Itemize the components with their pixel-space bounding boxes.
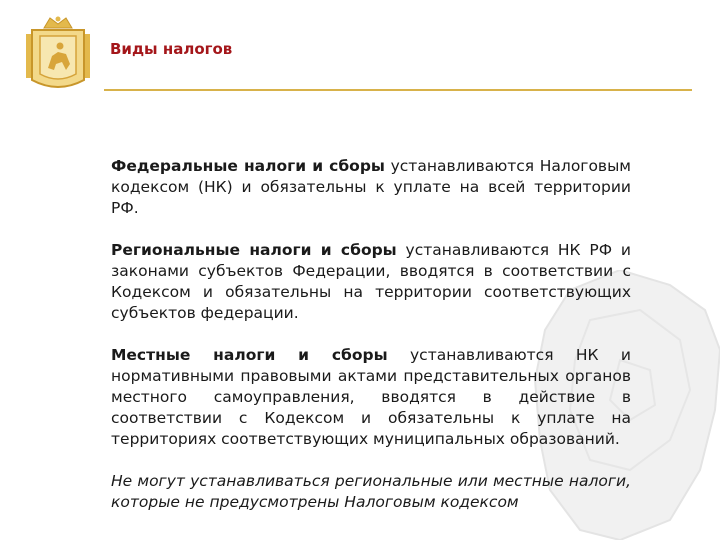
federal-taxes-paragraph	[111, 156, 631, 219]
local-taxes-text: устанавливаются НК и нормативными правовыми актами представительных органов местного самоуправления, вводятся в действие в соответствии с Кодексом и обязательны к уплате на территориях соответствующих муниципальных образований.	[111, 346, 631, 448]
local-taxes-paragraph	[111, 345, 631, 450]
page-title: Виды налогов	[110, 40, 233, 58]
federal-taxes-text: устанавливаются Налоговым кодексом (НК) и обязательны к уплате на всей территории РФ.	[111, 157, 631, 217]
regional-taxes-paragraph	[111, 240, 631, 324]
title-divider	[104, 89, 692, 91]
tax-types-content	[111, 156, 631, 513]
regional-taxes-text: устанавливаются НК РФ и законами субъектов Федерации, вводятся в соответствии с Кодексом и обязательны на территории соответствующих субъектов федерации.	[111, 241, 631, 322]
coat-of-arms-icon	[22, 14, 94, 94]
local-taxes-heading: Местные налоги и сборы	[111, 346, 388, 364]
federal-taxes-heading: Федеральные налоги и сборы	[111, 157, 385, 175]
regional-taxes-heading: Региональные налоги и сборы	[111, 241, 397, 259]
restriction-note: Не могут устанавливаться региональные или местные налоги, которые не предусмотрены Налоговым кодексом	[111, 472, 631, 511]
